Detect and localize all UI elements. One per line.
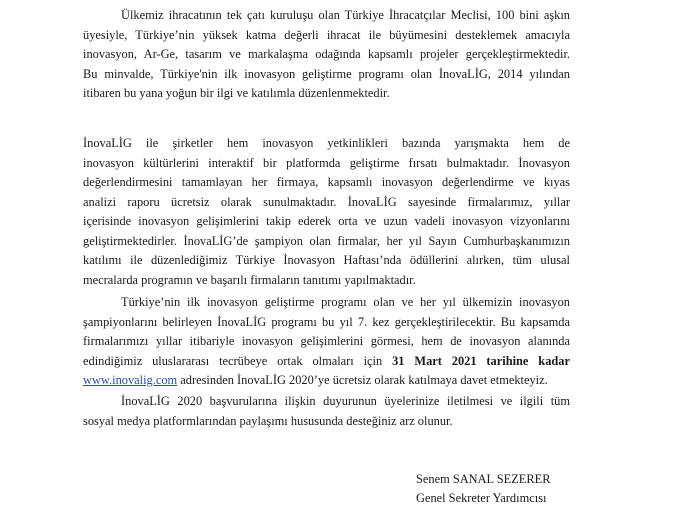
text-line: itibaren bu yana yoğun bir ilgi ve katılımla düzenlenmektedir. — [83, 86, 390, 100]
paragraph-invitation — [83, 293, 570, 391]
text-line: mecralarda programın ve başarılı firmaların tanıtımı yapılmaktadır. — [83, 272, 416, 287]
text-line: Ülkemiz ihracatının tek çatı kuruluşu olan Türkiye İhracatçılar Meclisi, 100 bini aşkın — [121, 8, 570, 22]
text-line: üyesiyle, Türkiye’nin yüksek katma değerli ihracat ile büyümesini desteklemek amacıyla — [83, 27, 570, 42]
text-line: şampiyonlarını belirleyen İnovaLİG programı bu yıl 7. kez gerçekleştirilecektir. Bu kapsamda — [83, 314, 570, 329]
text-line-deadline — [83, 352, 570, 372]
text-segment: edindiğimiz uluslararası tecrübeye ortak olmaları için — [83, 353, 383, 368]
text-line: sosyal medya platformlarından paylaşımı hususunda desteğiniz arz olunur. — [83, 413, 453, 428]
text-line: Bu minvalde, Türkiye'nin ilk inovasyon geliştirme programı olan İnovaLİG, 2014 yılından — [83, 66, 570, 81]
signatory-name: Senem SANAL SEZERER — [416, 472, 551, 486]
deadline-text: 31 Mart 2021 tarihine kadar — [392, 353, 570, 368]
text-line-link — [83, 371, 570, 391]
inovalig-website-link[interactable]: www.inovalig.com — [83, 373, 178, 387]
paragraph-request — [83, 392, 570, 431]
text-segment: adresinden İnovaLİG 2020’ye ücretsiz olarak katılmaya davet etmekteyiz. — [177, 373, 548, 387]
text-line: Türkiye’nin ilk inovasyon geliştirme programı olan ve her yıl ülkemizin inovasyon — [121, 295, 570, 309]
text-line: inovasyon, Ar-Ge, tasarım ve markalaşma odağında kapsamlı projeler gerçekleştirmektedir. — [83, 47, 570, 61]
signatory-title: Genel Sekreter Yardımcısı — [416, 491, 547, 505]
text-line: İnovaLİG ile şirketler hem inovasyon yetkinlikleri bazında yarışmakta hem de — [83, 136, 570, 150]
text-line: analizi raporu ücretsiz olarak sunulmaktadır. İnovaLİG sayesinde firmalarımız, yıllar — [83, 194, 570, 209]
paragraph-inovalig — [83, 134, 570, 290]
text-line: katılımı ile düzenlediğimiz Türkiye İnovasyon Haftası’nda ödüllerini alırken, tüm ulusal — [83, 253, 570, 267]
text-line: inovasyon kültürlerini interaktif bir platformda geliştirme fırsatı bulmaktadır. İnovasyon — [83, 155, 570, 170]
text-line: değerlendirmesini tamamlayan her firmaya, kapsamlı inovasyon değerlendirme ve kıyas — [83, 175, 570, 189]
paragraph-intro — [83, 6, 570, 104]
text-line: içerisinde inovasyon gelişimlerini takip ederek orta ve uzun vadeli inovasyon vizyonlarını — [83, 214, 570, 228]
text-line: İnovaLİG 2020 başvurularına ilişkin duyurunun üyelerinize iletilmesi ve ilgili tüm — [121, 394, 570, 408]
text-line: geliştirmektedirler. İnovaLİG’de şampiyon olan firmalar, her yıl Sayın Cumhurbaşkanımızın — [83, 233, 570, 248]
text-line: firmalarımızı yıllar itibariyle inovasyon gelişimlerini görmesi, hem de inovasyon alanında — [83, 334, 570, 348]
